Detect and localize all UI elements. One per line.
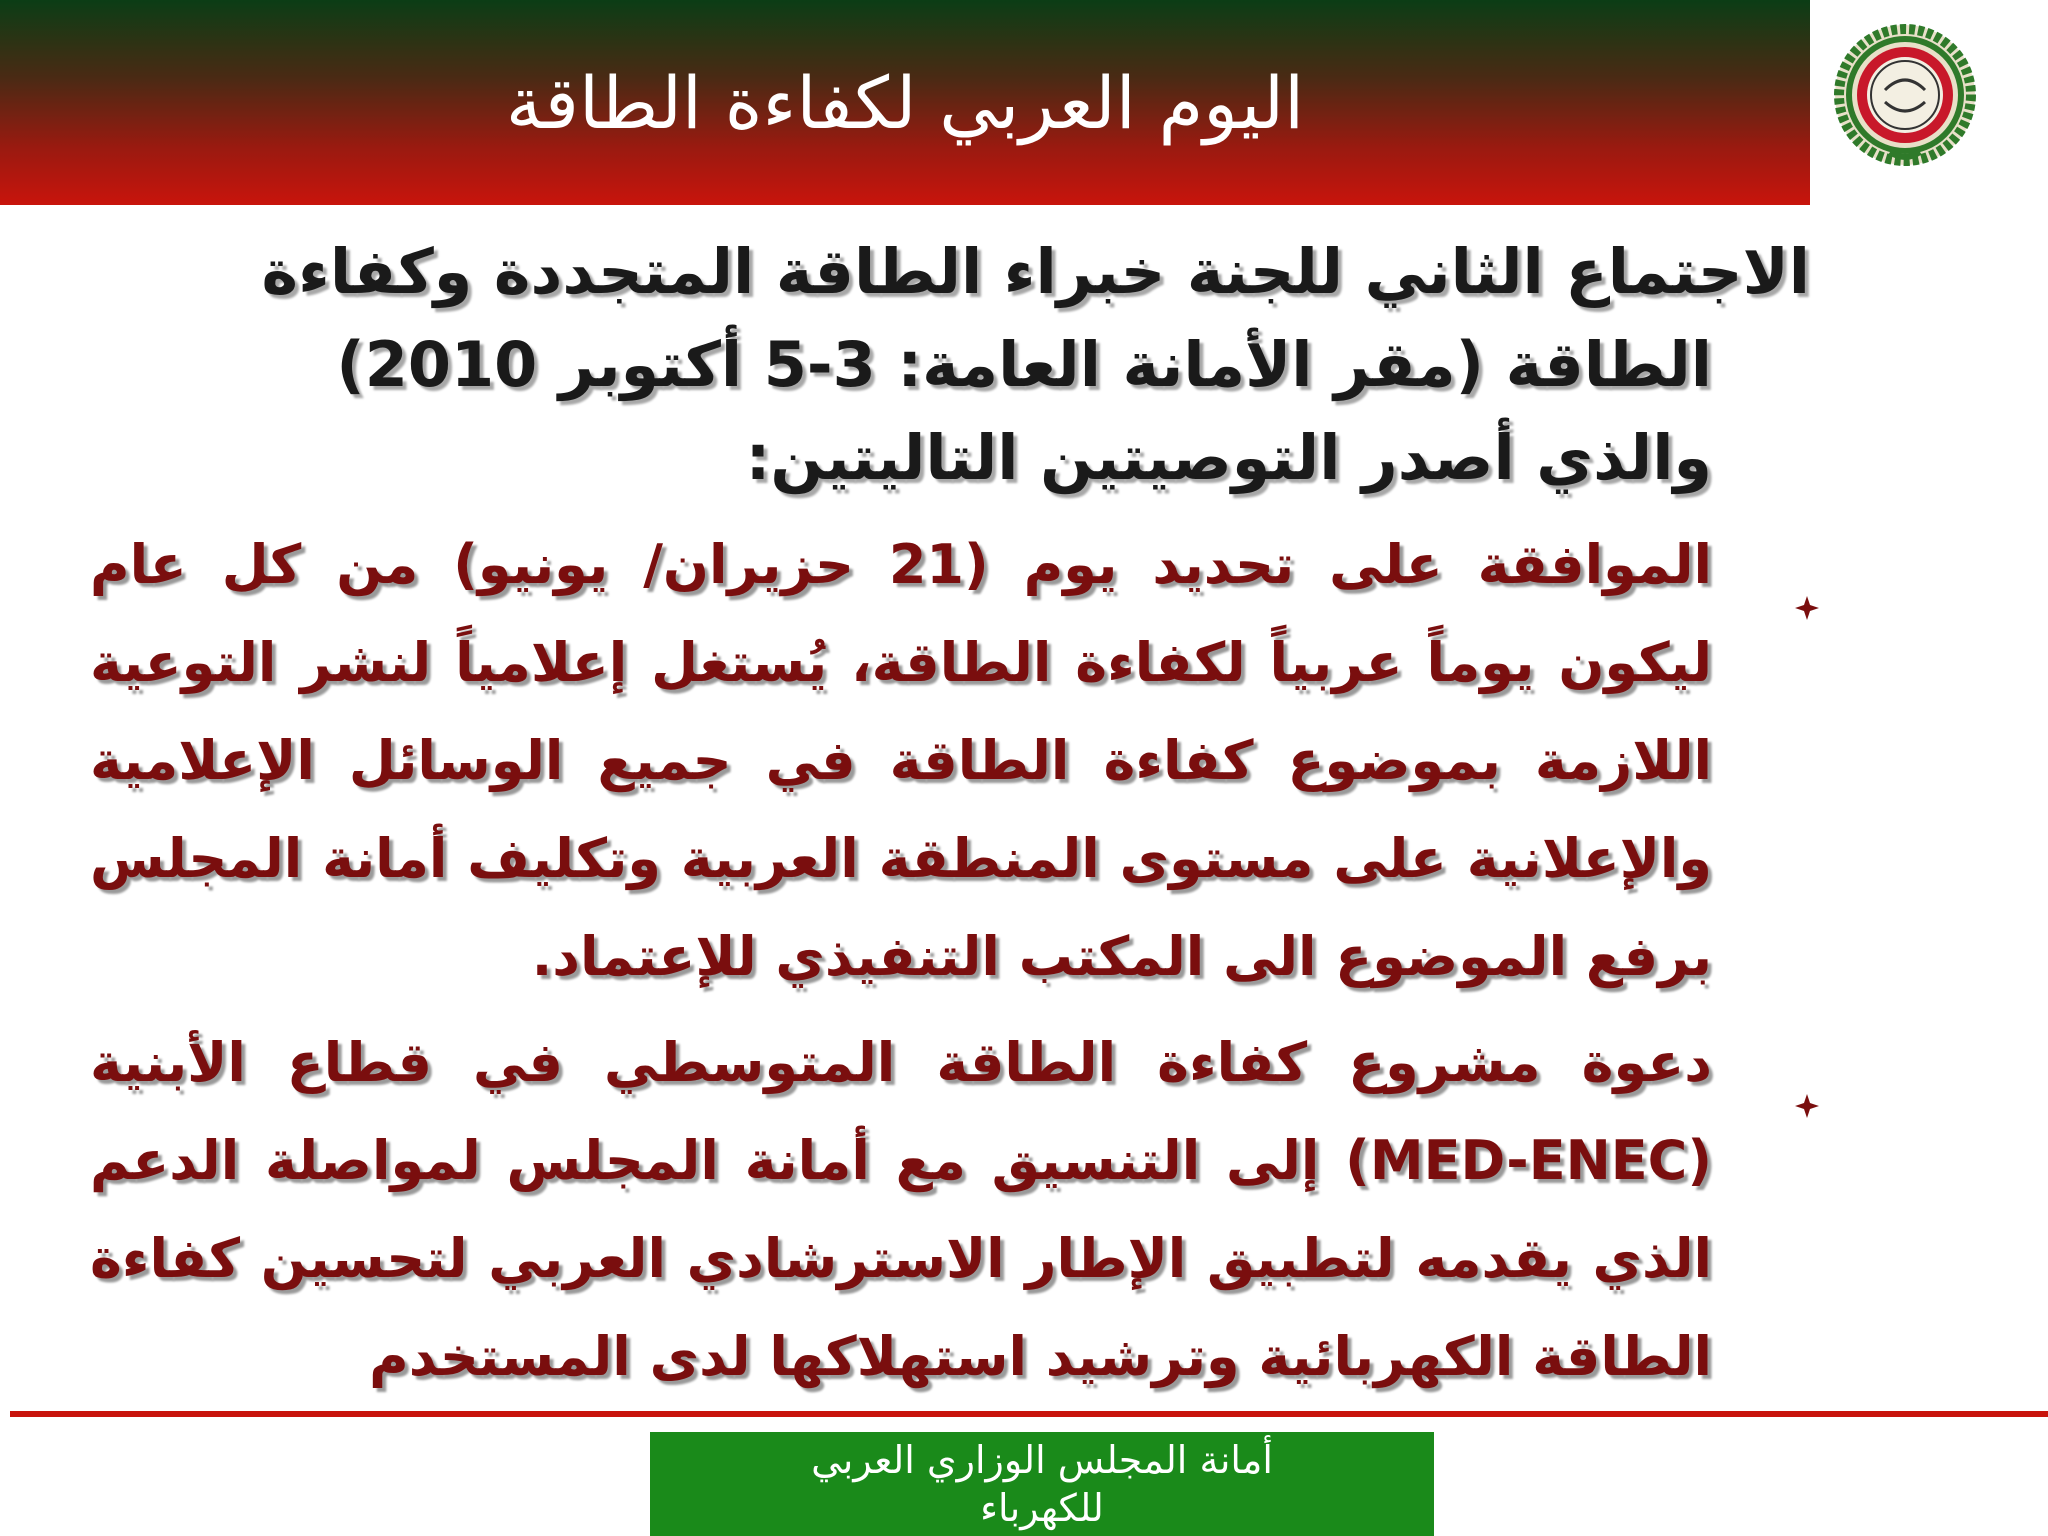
slide-title: اليوم العربي لكفاءة الطاقة	[505, 60, 1305, 145]
intro-line-2: الطاقة (مقر الأمانة العامة: 3-5 أكتوبر 2010)	[336, 328, 1712, 401]
footer-line-2: للكهرباء	[980, 1486, 1104, 1530]
list-item	[90, 1014, 1810, 1406]
intro-line-1: الاجتماع الثاني للجنة خبراء الطاقة المتجددة وكفاءة	[261, 235, 1810, 308]
bullet-text: دعوة مشروع كفاءة الطاقة المتوسطي في قطاع الأبنية (MED-ENEC) إلى التنسيق مع أمانة المجلس لمواصلة الدعم الذي يقدمه لتطبيق الإطار الاسترشادي العربي لتحسين كفاءة الطاقة الكهربائية وترشيد استهلاكها لدى المستخدم	[90, 1031, 1712, 1388]
slide-content	[90, 225, 1810, 1414]
footer-rule	[10, 1411, 2048, 1417]
recommendations-list	[90, 516, 1810, 1406]
bullet-text: الموافقة على تحديد يوم (21 حزيران/ يونيو) من كل عام ليكون يوماً عربياً لكفاءة الطاقة، يُستغل إعلامياً لنشر التوعية اللازمة بموضوع كفاءة الطاقة في جميع الوسائل الإعلامية والإعلانية على مستوى المنطقة العربية وتكليف أمانة المجلس برفع الموضوع الى المكتب التنفيذي للإعتماد.	[90, 533, 1712, 988]
intro-line-3: والذي أصدر التوصيتين التاليتين:	[745, 421, 1712, 494]
footer-label	[650, 1432, 1434, 1536]
list-item	[90, 516, 1810, 1006]
diamond-bullet-icon	[1794, 1052, 1820, 1078]
arab-league-emblem-icon	[1830, 20, 1980, 170]
footer-line-1: أمانة المجلس الوزاري العربي	[811, 1438, 1273, 1482]
intro-paragraph	[90, 225, 1810, 504]
diamond-bullet-icon	[1794, 554, 1820, 580]
